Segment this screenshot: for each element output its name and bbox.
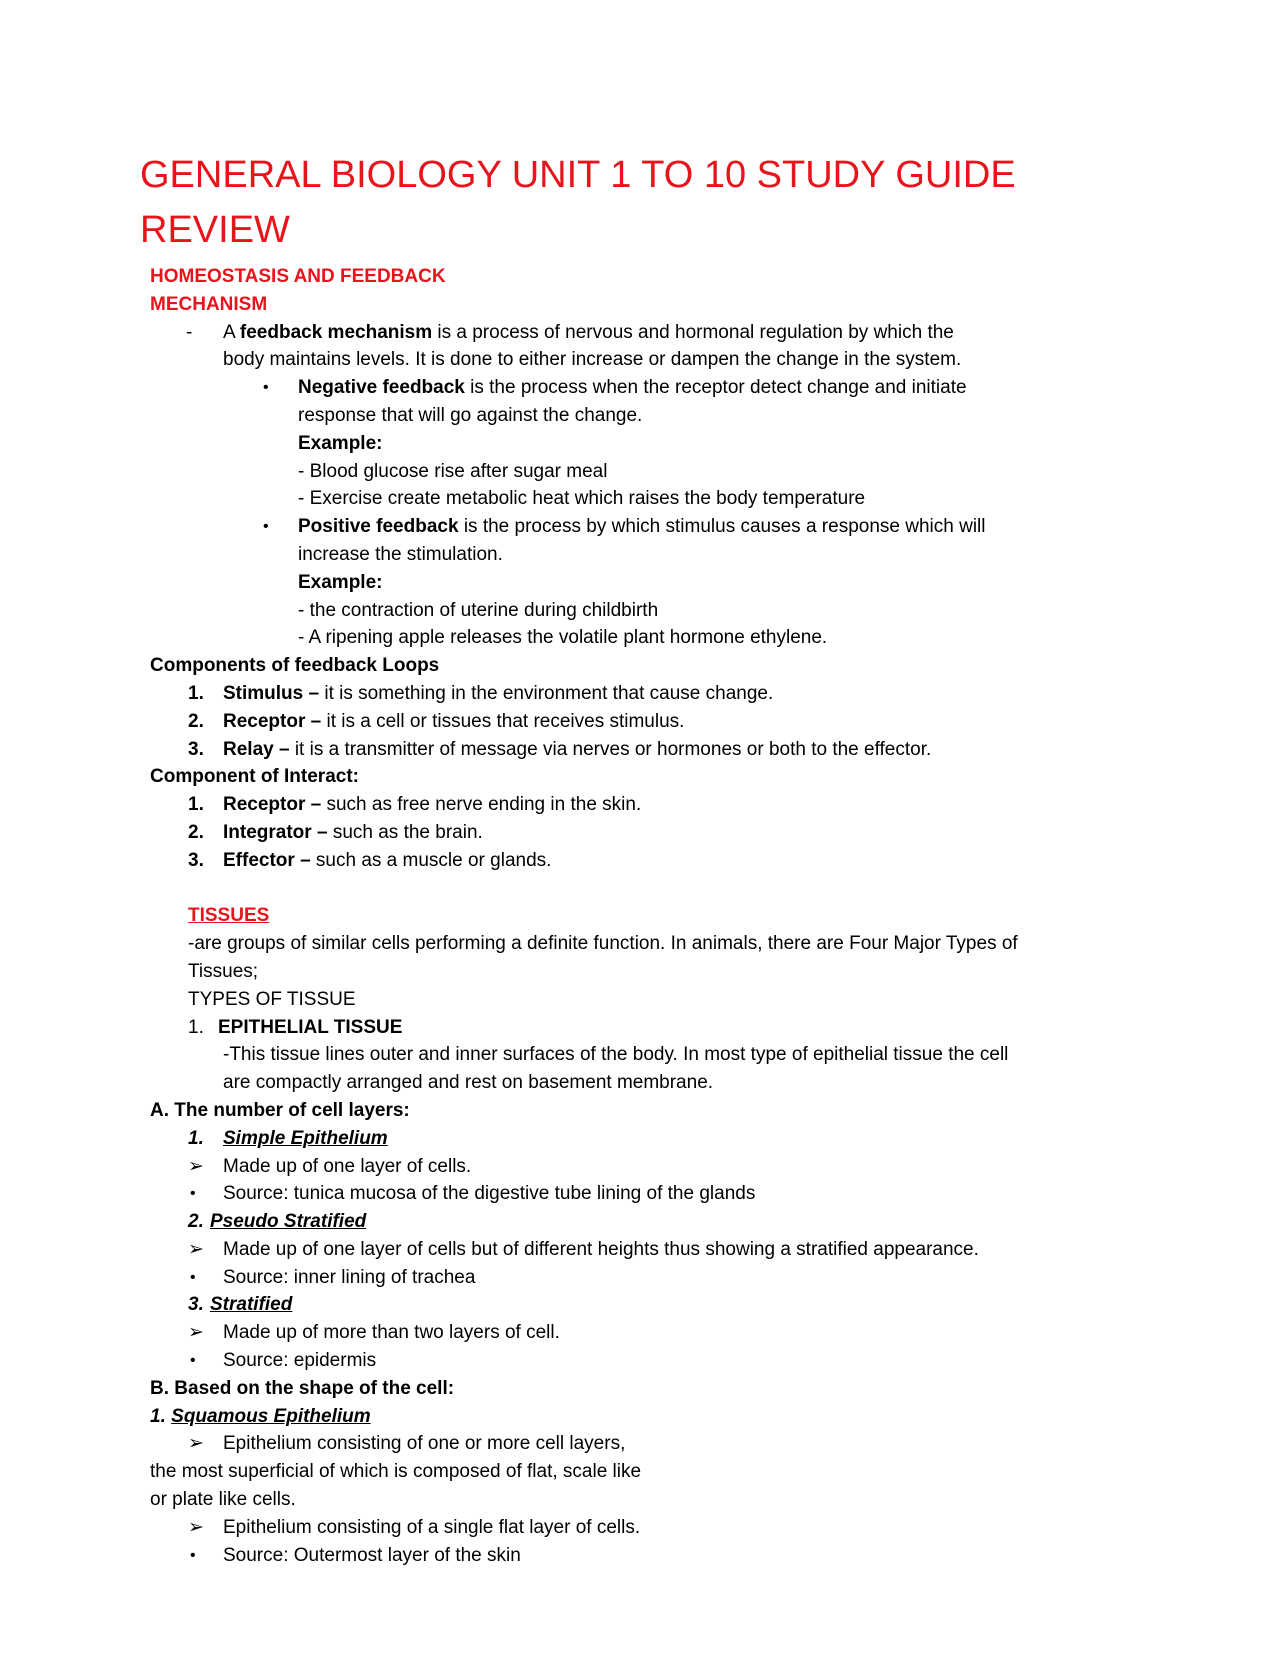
document-body [150, 263, 1150, 1569]
arrow-item: ➢ Made up of one layer of cells. [150, 1153, 1150, 1181]
epithelial-tissue-heading: 1. EPITHELIAL TISSUE [188, 1016, 403, 1038]
arrow-item: ➢ Epithelium consisting of a single flat layer of cells. [150, 1514, 1150, 1542]
arrow-icon: ➢ [188, 1433, 204, 1455]
arrow-item: ➢ Made up of one layer of cells but of different heights thus showing a stratified appearance. [150, 1236, 1150, 1264]
list-item-cont: body maintains levels. It is done to either increase or dampen the change in the system. [223, 349, 962, 371]
numbered-item: 2. Integrator – such as the brain. [188, 821, 483, 843]
epithelial-desc-cont: are compactly arranged and rest on basement membrane. [223, 1072, 714, 1094]
types-of-tissue-label: TYPES OF TISSUE [188, 988, 356, 1010]
bullet-icon: • [263, 379, 269, 397]
section-heading-homeostasis-cont: MECHANISM [150, 293, 268, 315]
stratified-heading: 3. Stratified [188, 1294, 293, 1316]
blank-line [150, 875, 1150, 903]
example-item: - Blood glucose rise after sugar meal [298, 460, 608, 482]
bullet-icon: • [190, 1352, 196, 1370]
example-item: - the contraction of uterine during childbirth [298, 599, 659, 621]
component-interact-heading: Component of Interact: [150, 766, 359, 788]
arrow-icon: ➢ [188, 1155, 204, 1177]
arrow-icon: ➢ [188, 1516, 204, 1538]
bullet-item: • Source: Outermost layer of the skin [150, 1542, 1150, 1570]
numbered-item: 1. Receptor – such as free nerve ending in the skin. [188, 794, 642, 816]
bullet-icon: • [190, 1268, 196, 1286]
tissues-intro-cont: Tissues; [188, 960, 259, 982]
tissues-intro: -are groups of similar cells performing a definite function. In animals, there are Four Major Types of [188, 933, 1018, 955]
section-heading-homeostasis: HOMEOSTASIS AND FEEDBACK [150, 266, 446, 287]
list-item-positive-feedback: • Positive feedback is the process by which stimulus causes a response which will [150, 513, 1150, 541]
cell-layers-heading: A. The number of cell layers: [150, 1099, 410, 1121]
numbered-item: 1. Stimulus – it is something in the environment that cause change. [188, 682, 774, 704]
arrow-icon: ➢ [188, 1238, 204, 1260]
bullet-icon: • [263, 518, 269, 536]
bullet-icon: • [190, 1185, 196, 1203]
example-item: - Exercise create metabolic heat which raises the body temperature [298, 488, 866, 510]
squamous-epithelium-heading: 1. Squamous Epithelium [150, 1405, 371, 1427]
numbered-item: 2. Receptor – it is a cell or tissues that receives stimulus. [188, 710, 685, 732]
epithelial-desc: -This tissue lines outer and inner surfaces of the body. In most type of epithelial tissue the cell [223, 1044, 1009, 1066]
bullet-item: • Source: tunica mucosa of the digestive tube lining of the glands [150, 1180, 1150, 1208]
document-title: GENERAL BIOLOGY UNIT 1 TO 10 STUDY GUIDE REVIEW [140, 154, 1016, 251]
bullet-item: • Source: inner lining of trachea [150, 1264, 1150, 1292]
list-item-cont: response that will go against the change. [298, 404, 643, 426]
example-label: Example: [298, 571, 383, 593]
arrow-item: ➢ Epithelium consisting of one or more cell layers, [150, 1430, 1150, 1458]
example-label: Example: [298, 432, 383, 454]
feedback-definition: A feedback mechanism is a process of nervous and hormonal regulation by which the [223, 321, 954, 343]
arrow-item-cont: or plate like cells. [150, 1489, 296, 1511]
arrow-icon: ➢ [188, 1322, 204, 1344]
bullet-icon: • [190, 1546, 196, 1564]
bullet-item: • Source: epidermis [150, 1347, 1150, 1375]
simple-epithelium-heading: 1. Simple Epithelium [188, 1127, 388, 1149]
list-item-cont: increase the stimulation. [298, 543, 503, 565]
numbered-item: 3. Relay – it is a transmitter of message via nerves or hormones or both to the effector. [188, 738, 932, 760]
dash-marker: - [186, 321, 193, 343]
arrow-item: ➢ Made up of more than two layers of cell. [150, 1319, 1150, 1347]
pseudo-stratified-heading: 2. Pseudo Stratified [188, 1211, 367, 1233]
tissues-heading: TISSUES [188, 905, 270, 927]
arrow-item-cont: the most superficial of which is composed of flat, scale like [150, 1461, 642, 1483]
list-item-negative-feedback: • Negative feedback is the process when the receptor detect change and initiate [150, 374, 1150, 402]
numbered-item: 3. Effector – such as a muscle or glands. [188, 849, 552, 871]
components-loops-heading: Components of feedback Loops [150, 655, 440, 677]
list-item [150, 319, 1150, 347]
example-item: - A ripening apple releases the volatile plant hormone ethylene. [298, 627, 828, 649]
cell-shape-heading: B. Based on the shape of the cell: [150, 1377, 455, 1399]
